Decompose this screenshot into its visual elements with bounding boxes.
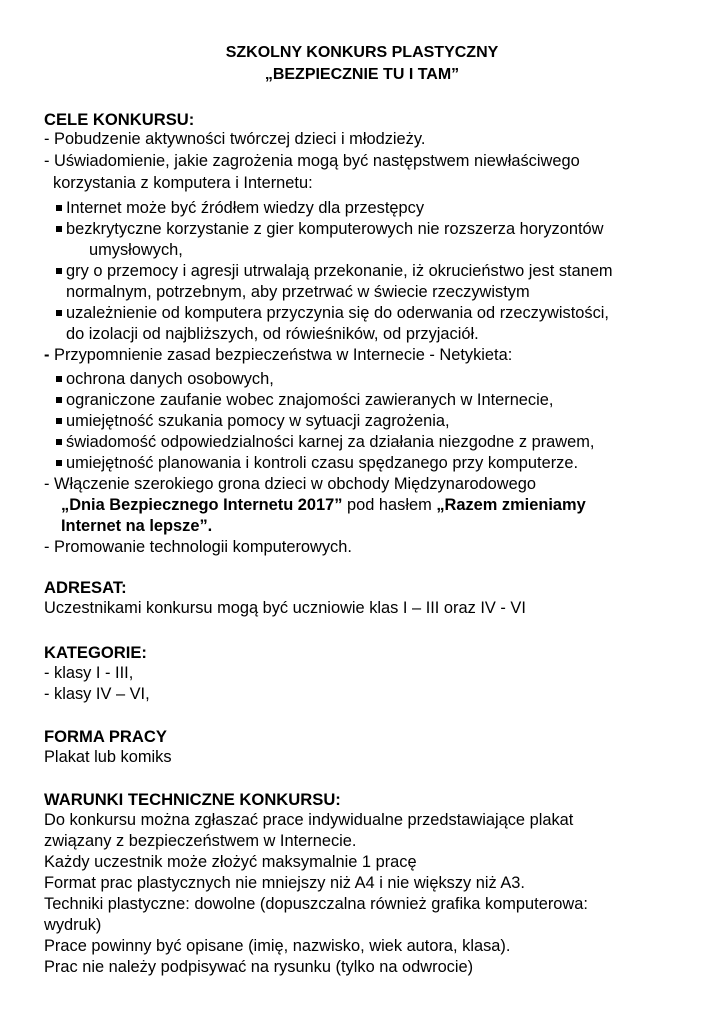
- adresat-heading: ADRESAT:: [44, 578, 127, 597]
- warunek-4-line-2: wydruk): [44, 916, 102, 934]
- goal-2-line-1: - Uświadomienie, jakie zagrożenia mogą być następstwem niewłaściwego: [44, 152, 580, 170]
- warunek-6: Prac nie należy podpisywać na rysunku (tylko na odwrocie): [44, 958, 474, 976]
- warunek-4-line-1: Techniki plastyczne: dowolne (dopuszczalna również grafika komputerowa:: [44, 895, 588, 913]
- adresat-text: Uczestnikami konkursu mogą być uczniowie klas I – III oraz IV - VI: [44, 599, 526, 617]
- threat-item-2-cont: umysłowych,: [89, 241, 183, 259]
- goal-4-mid: pod hasłem: [342, 496, 437, 514]
- title-line-2: „BEZPIECZNIE TU I TAM”: [264, 66, 460, 83]
- threat-item-4: uzależnienie od komputera przyczynia się do oderwania od rzeczywistości,: [56, 303, 609, 324]
- threat-item-2: bezkrytyczne korzystanie z gier komputerowych nie rozszerza horyzontów: [56, 219, 603, 240]
- warunek-3: Format prac plastycznych nie mniejszy niż A4 i nie większy niż A3.: [44, 874, 525, 892]
- bullet-square-icon: [56, 376, 62, 382]
- kategoria-2: - klasy IV – VI,: [44, 685, 150, 703]
- slogan-part-1: „Razem zmieniamy: [436, 496, 586, 514]
- bullet-square-icon: [56, 310, 62, 316]
- goal-1: - Pobudzenie aktywności twórczej dzieci i młodzieży.: [44, 130, 426, 148]
- bullet-square-icon: [56, 226, 62, 232]
- kategorie-heading: KATEGORIE:: [44, 643, 147, 662]
- goal-4-line-2: [61, 495, 586, 516]
- bullet-square-icon: [56, 397, 62, 403]
- threat-item-1: Internet może być źródłem wiedzy dla przestępcy: [56, 198, 424, 219]
- bullet-square-icon: [56, 460, 62, 466]
- threat-item-3: gry o przemocy i agresji utrwalają przekonanie, iż okrucieństwo jest stanem: [56, 261, 613, 282]
- goal-5: - Promowanie technologii komputerowych.: [44, 538, 352, 556]
- threat-item-4-cont: do izolacji od najbliższych, od rówieśników, od przyjaciół.: [66, 325, 479, 343]
- warunek-5: Prace powinny być opisane (imię, nazwisko, wiek autora, klasa).: [44, 937, 511, 955]
- rule-item-1: ochrona danych osobowych,: [56, 369, 274, 390]
- cele-heading: CELE KONKURSU:: [44, 110, 195, 129]
- bullet-square-icon: [56, 439, 62, 445]
- goal-4-line-1: - Włączenie szerokiego grona dzieci w obchody Międzynarodowego: [44, 475, 536, 493]
- rule-item-4: świadomość odpowiedzialności karnej za działania niezgodne z prawem,: [56, 432, 594, 453]
- title-line-1: SZKOLNY KONKURS PLASTYCZNY: [225, 44, 499, 61]
- bullet-square-icon: [56, 418, 62, 424]
- rule-item-3: umiejętność szukania pomocy w sytuacji zagrożenia,: [56, 411, 450, 432]
- forma-text: Plakat lub komiks: [44, 748, 172, 766]
- bullet-square-icon: [56, 268, 62, 274]
- rule-item-5: umiejętność planowania i kontroli czasu spędzanego przy komputerze.: [56, 453, 578, 474]
- goal-3: - Przypomnienie zasad bezpieczeństwa w Internecie - Netykieta:: [44, 346, 513, 364]
- warunek-2: Każdy uczestnik może złożyć maksymalnie 1 pracę: [44, 853, 417, 871]
- warunki-heading: WARUNKI TECHNICZNE KONKURSU:: [44, 790, 341, 809]
- warunek-1-line-2: związany z bezpieczeństwem w Internecie.: [44, 832, 357, 850]
- kategoria-1: - klasy I - III,: [44, 664, 134, 682]
- threat-item-3-cont: normalnym, potrzebnym, aby przetrwać w świecie rzeczywistym: [66, 283, 530, 301]
- event-name: „Dnia Bezpiecznego Internetu 2017”: [61, 496, 343, 514]
- goal-2-line-2: korzystania z komputera i Internetu:: [53, 174, 313, 192]
- warunek-1-line-1: Do konkursu można zgłaszać prace indywidualne przedstawiające plakat: [44, 811, 574, 829]
- rule-item-2: ograniczone zaufanie wobec znajomości zawieranych w Internecie,: [56, 390, 553, 411]
- slogan-part-2: Internet na lepsze”.: [61, 517, 213, 535]
- bullet-square-icon: [56, 205, 62, 211]
- forma-heading: FORMA PRACY: [44, 727, 167, 746]
